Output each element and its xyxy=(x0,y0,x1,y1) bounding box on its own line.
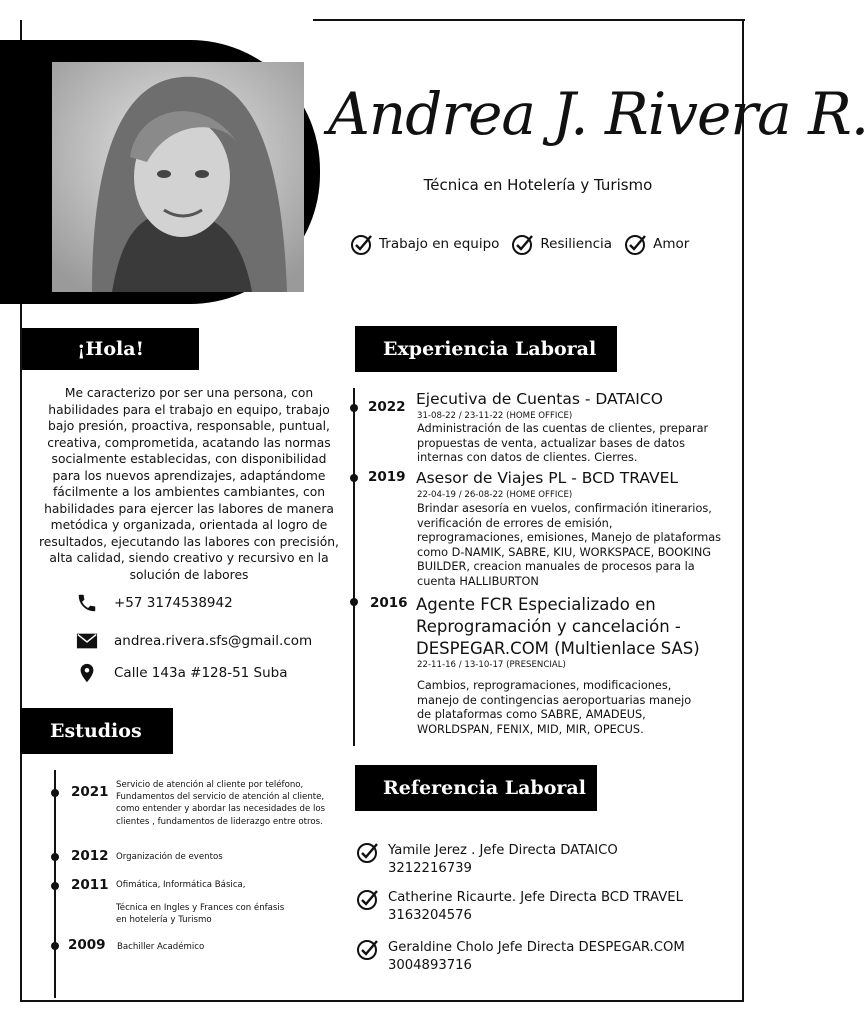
experience-dates: 31-08-22 / 23-11-22 (HOME OFFICE) xyxy=(417,411,573,421)
education-year: 2021 xyxy=(71,784,109,800)
reference-phone: 3004893716 xyxy=(388,958,472,973)
experience-desc: Brindar asesoría en vuelos, confirmación itinerarios, verificación de errores de emisión, reprogramaciones, emisiones, Manejo de plataformas como D-NAMIK, SABRE, KIU, WORKSPACE, BOOKING BUILDER, creacion manuales de procesos para la cuenta HALLIBURTON xyxy=(417,502,722,588)
experience-year: 2016 xyxy=(370,595,408,611)
education-year: 2011 xyxy=(71,877,109,893)
timeline-dot xyxy=(51,789,59,797)
references-heading: Referencia Laboral xyxy=(355,765,597,811)
check-circle-icon xyxy=(356,887,380,911)
education-year: 2012 xyxy=(71,848,109,864)
reference-item xyxy=(356,842,618,878)
timeline-dot xyxy=(350,404,358,412)
reference-name: Yamile Jerez . Jefe Directa DATAICO xyxy=(388,843,618,858)
phone-number: +57 3174538942 xyxy=(114,595,233,611)
trait-item xyxy=(624,232,689,256)
education-desc: Servicio de atención al cliente por teléfono, Fundamentos del servicio de atención al cliente, como entender y abordar las necesidades de los clientes , fundamentos de liderazgo entre otros. xyxy=(116,780,326,827)
contact-phone xyxy=(76,592,233,614)
experience-year: 2022 xyxy=(368,399,406,415)
experience-title: Ejecutiva de Cuentas - DATAICO xyxy=(416,390,663,408)
education-heading: Estudios xyxy=(20,708,173,754)
education-year: 2009 xyxy=(68,937,106,953)
frame-top-line xyxy=(313,19,745,21)
contact-email xyxy=(76,630,312,652)
reference-phone: 3212216739 xyxy=(388,861,472,876)
mail-icon xyxy=(76,630,98,652)
phone-icon xyxy=(76,592,98,614)
timeline-dot xyxy=(51,882,59,890)
experience-timeline-line xyxy=(353,388,355,746)
traits-row xyxy=(350,232,689,256)
email-address: andrea.rivera.sfs@gmail.com xyxy=(114,633,313,649)
contact-address xyxy=(76,662,288,684)
address: Calle 143a #128-51 Suba xyxy=(114,665,288,681)
reference-phone: 3163204576 xyxy=(388,908,472,923)
timeline-dot xyxy=(51,942,59,950)
education-desc: Técnica en Ingles y Frances con énfasis en hotelería y Turismo xyxy=(116,903,285,926)
experience-dates: 22-11-16 / 13-10-17 (PRESENCIAL) xyxy=(417,660,566,670)
experience-dates: 22-04-19 / 26-08-22 (HOME OFFICE) xyxy=(417,490,573,500)
about-heading: ¡Hola! xyxy=(22,328,199,370)
timeline-dot xyxy=(350,598,358,606)
experience-heading: Experiencia Laboral xyxy=(355,326,617,372)
reference-item xyxy=(356,889,683,925)
experience-title: Asesor de Viajes PL - BCD TRAVEL xyxy=(416,469,679,487)
left-border-line xyxy=(20,398,22,720)
experience-desc: Administración de las cuentas de clientes, preparar propuestas de venta, actualizar bases de datos internas con datos de clientes. Cierres. xyxy=(417,422,709,465)
check-circle-icon xyxy=(356,937,380,961)
experience-year: 2019 xyxy=(368,469,406,485)
education-desc: Bachiller Académico xyxy=(117,942,205,952)
check-circle-icon xyxy=(356,840,380,864)
experience-title: Agente FCR Especializado en Reprogramación y cancelación - DESPEGAR.COM (Multienlace SAS) xyxy=(416,595,700,658)
timeline-dot xyxy=(350,474,358,482)
trait-item xyxy=(511,232,612,256)
check-circle-icon xyxy=(511,232,535,256)
reference-name: Catherine Ricaurte. Jefe Directa BCD TRAVEL xyxy=(388,890,683,905)
education-desc: Organización de eventos xyxy=(116,852,223,862)
job-title: Técnica en Hotelería y Turismo xyxy=(423,176,653,194)
reference-name: Geraldine Cholo Jefe Directa DESPEGAR.COM xyxy=(388,940,685,955)
profile-photo xyxy=(52,62,304,292)
experience-desc: Cambios, reprogramaciones, modificaciones, manejo de contingencias aeroportuarias manejo de plataformas como SABRE, AMADEUS, WORLDSPAN, FENIX, MID, MIR, OPECUS. xyxy=(417,679,692,736)
trait-item xyxy=(350,232,499,256)
location-pin-icon xyxy=(76,662,98,684)
check-circle-icon xyxy=(624,232,648,256)
about-text: Me caracterizo por ser una persona, con habilidades para el trabajo en equipo, trabajo bajo presión, proactiva, responsable, puntual, creativa, comprometida, acatando las normas socialmente establecidas, con disponibilidad para los nuevos aprendizajes, adaptándome fácilmente a los ambientes cambiantes, con habilidades para ejercer las labores de manera metódica y organizada, orientada al logro de resultados, ejecutando las labores con precisión, alta calidad, siendo creativo y recursivo en la solución de labores xyxy=(39,386,339,582)
timeline-dot xyxy=(51,853,59,861)
check-circle-icon xyxy=(350,232,374,256)
trait-label: Amor xyxy=(653,236,690,252)
person-name: Andrea J. Rivera R. xyxy=(328,80,868,148)
education-desc: Ofimática, Informática Básica, xyxy=(116,880,246,890)
reference-item xyxy=(356,939,685,975)
trait-label: Resiliencia xyxy=(540,236,613,252)
trait-label: Trabajo en equipo xyxy=(379,236,500,252)
